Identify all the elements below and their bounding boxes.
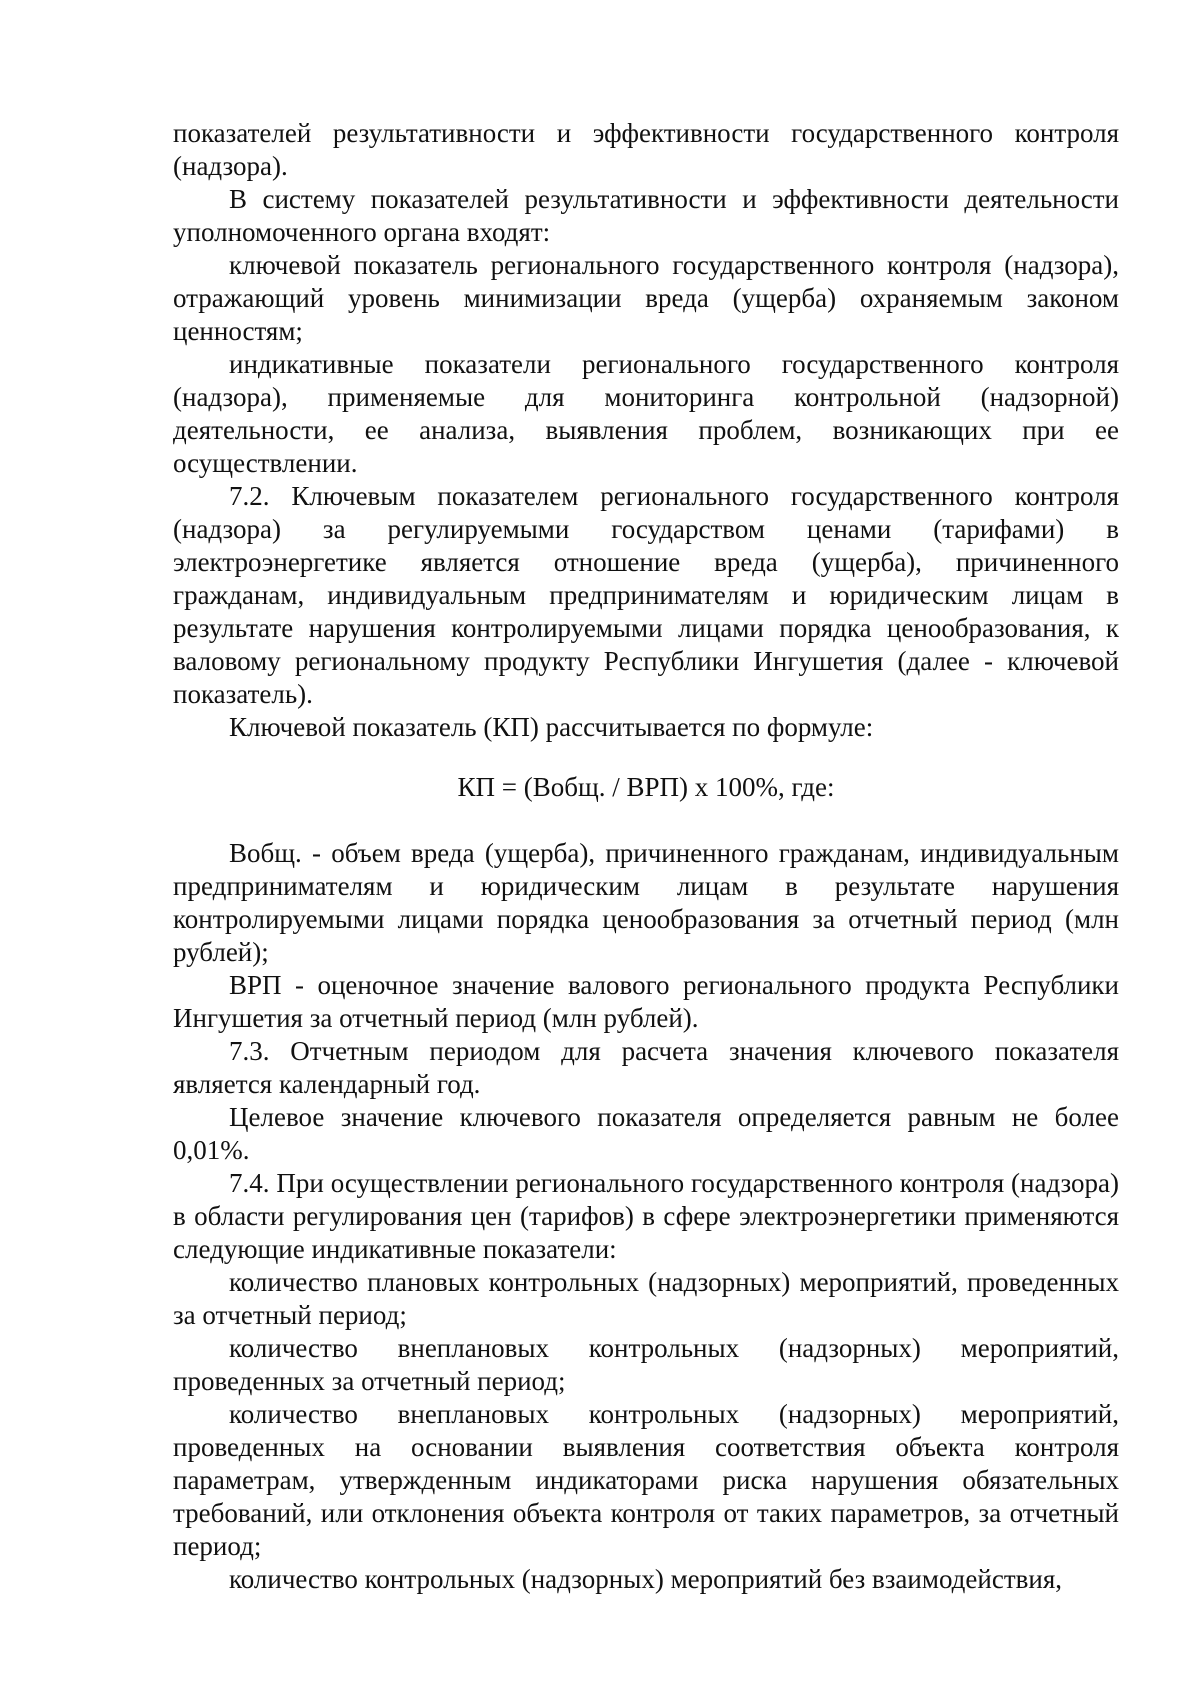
paragraph-7-4: 7.4. При осуществлении регионального государственного контроля (надзора) в области регулирования цен (тарифов) в сфере электроэнергетики применяются следующие индикативные показатели:	[173, 1168, 1119, 1264]
paragraph-events-without-interaction: количество контрольных (надзорных) мероприятий без взаимодействия,	[229, 1564, 1062, 1594]
document-body	[173, 117, 1119, 1596]
paragraph-vobsch-definition: Вобщ. - объем вреда (ущерба), причиненного гражданам, индивидуальным предпринимателям и юридическим лицам в результате нарушения контролируемыми лицами порядка ценообразования за отчетный период (млн рублей);	[173, 838, 1119, 967]
paragraph-continuation: показателей результативности и эффективности государственного контроля (надзора).	[173, 118, 1119, 181]
paragraph-unplanned-events: количество внеплановых контрольных (надзорных) мероприятий, проведенных за отчетный период;	[173, 1333, 1119, 1396]
paragraph-7-3: 7.3. Отчетным периодом для расчета значения ключевого показателя является календарный год.	[173, 1036, 1119, 1099]
paragraph-target-value: Целевое значение ключевого показателя определяется равным не более 0,01%.	[173, 1102, 1119, 1165]
paragraph-formula-intro: Ключевой показатель (КП) рассчитывается по формуле:	[229, 712, 874, 742]
paragraph-7-2: 7.2. Ключевым показателем регионального государственного контроля (надзора) за регулируемыми государством ценами (тарифами) в электроэнергетике является отношение вреда (ущерба), причиненного гражданам, индивидуальным предпринимателям и юридическим лицам в результате нарушения контролируемыми лицами порядка ценообразования, к валовому региональному продукту Республики Ингушетия (далее - ключевой показатель).	[173, 481, 1119, 709]
paragraph-unplanned-risk-events: количество внеплановых контрольных (надзорных) мероприятий, проведенных на основании выявления соответствия объекта контроля параметрам, утвержденным индикаторами риска нарушения обязательных требований, или отклонения объекта контроля от таких параметров, за отчетный период;	[173, 1399, 1119, 1561]
paragraph-indicative-item: индикативные показатели регионального государственного контроля (надзора), применяемые для мониторинга контрольной (надзорной) деятельности, ее анализа, выявления проблем, возникающих при ее осуществлении.	[173, 349, 1119, 478]
formula: КП = (Вобщ. / ВРП) х 100%, где:	[457, 772, 835, 802]
paragraph-planned-events: количество плановых контрольных (надзорных) мероприятий, проведенных за отчетный период;	[173, 1267, 1119, 1330]
paragraph-vrp-definition: ВРП - оценочное значение валового регионального продукта Республики Ингушетия за отчетный период (млн рублей).	[173, 970, 1119, 1033]
paragraph-key-indicator-item: ключевой показатель регионального государственного контроля (надзора), отражающий уровень минимизации вреда (ущерба) охраняемым законом ценностям;	[173, 250, 1119, 346]
paragraph-system-intro: В систему показателей результативности и эффективности деятельности уполномоченного органа входят:	[173, 184, 1119, 247]
